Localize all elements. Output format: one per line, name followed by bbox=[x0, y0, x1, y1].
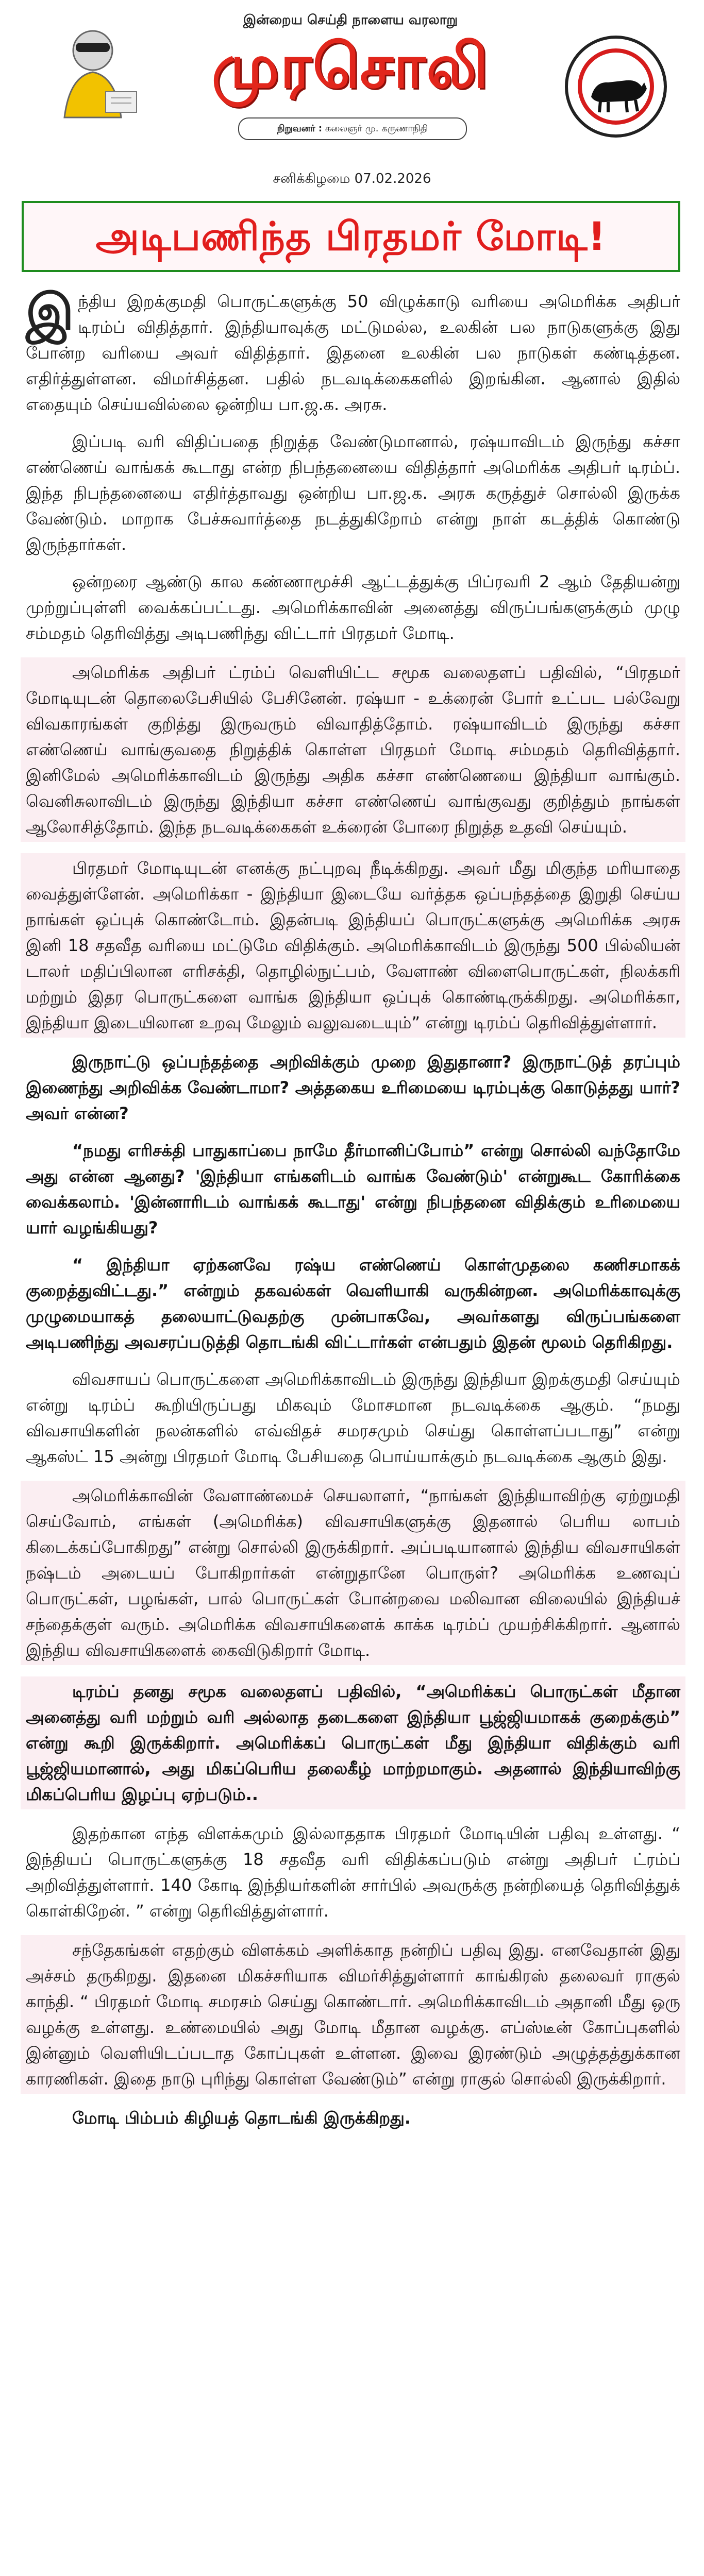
founder-name: கலைஞர் மு. கருணாநிதி bbox=[325, 123, 428, 134]
article-paragraph: ஒன்றரை ஆண்டு கால கண்ணாமூச்சி ஆட்டத்துக்கு பிப்ரவரி 2 ஆம் தேதியன்று முற்றுப்புள்ளி வைக்கப்பட்டது. அமெரிக்காவின் அனைத்து விருப்பங்களுக்கும் முழு சம்மதம் தெரிவித்து அடிபணிந்து விட்டார் பிரதமர் மோடி. bbox=[26, 572, 680, 643]
article-paragraph: அமெரிக்க அதிபர் ட்ரம்ப் வெளியிட்ட சமூக வலைதளப் பதிவில், “பிரதமர் மோடியுடன் தொலைபேசியில் பேசினேன். ரஷ்யா - உக்ரைன் போர் உட்பட பல்வேறு விவகாரங்கள் குறித்து இருவரும் விவாதித்தோம். ரஷ்யாவிடம் இருந்து கச்சா எண்ணெய் வாங்குவதை நிறுத்திக் கொள்ள பிரதமர் மோடி சம்மதம் தெரிவித்தார். இனிமேல் அமெரிக்காவிடம் இருந்து அதிக கச்சா எண்ணெயை இந்தியா வாங்கும். வெனிசுலாவிடம் இருந்து இந்தியா கச்சா எண்ணெய் வாங்குவது குறித்தும் நாங்கள் ஆலோசித்தோம். இந்த நடவடிக்கைகள் உக்ரைன் போரை நிறுத்த உதவி செய்யும். bbox=[21, 657, 685, 842]
article-paragraph bbox=[21, 283, 685, 417]
article-paragraph: அமெரிக்காவின் வேளாண்மைச் செயலாளர், “நாங்கள் இந்தியாவிற்கு ஏற்றுமதி செய்வோம், எங்கள் (அமெரிக்க) விவசாயிகளுக்கு இதனால் பெரிய லாபம் கிடைக்கப்போகிறது” என்று சொல்லி இருக்கிறார். அப்படியானால் இந்திய விவசாயிகள் நஷ்டம் அடையப் போகிறார்கள் என்றுதானே பொருள்? அமெரிக்க உணவுப் பொருட்கள், பழங்கள், பால் பொருட்கள் போன்றவை மலிவான விலையில் இந்தியச் சந்தைக்குள் வரும். அமெரிக்க விவசாயிகளைக் காக்க டிரம்ப் முயற்சிக்கிறார். ஆனால் இந்திய விவசாயிகளைக் கைவிடுகிறார் மோடி. bbox=[21, 1481, 685, 1665]
party-emblem-icon bbox=[564, 35, 667, 138]
article-paragraph: பிரதமர் மோடியுடன் எனக்கு நட்புறவு நீடிக்கிறது. அவர் மீது மிகுந்த மரியாதை வைத்துள்ளேன். அமெரிக்கா - இந்தியா இடையே வர்த்தக ஒப்பந்தத்தை இறுதி செய்ய நாங்கள் ஒப்புக் கொண்டோம். இதன்படி இந்தியப் பொருட்களுக்கு அமெரிக்க அரசு இனி 18 சதவீத வரியை மட்டுமே விதிக்கும். அமெரிக்காவிடம் இருந்து 500 பில்லியன் டாலர் மதிப்பிலான எரிசக்தி, தொழில்நுட்பம், வேளாண் விளைபொருட்கள், நிலக்கரி மற்றும் இதர பொருட்களை வாங்க இந்தியா ஒப்புக் கொண்டிருக்கிறது. அமெரிக்கா, இந்தியா இடையிலான உறவு மேலும் வலுவடையும்” என்று டிரம்ப் தெரிவித்துள்ளார். bbox=[21, 853, 685, 1038]
founder-box bbox=[238, 117, 467, 140]
masthead bbox=[0, 0, 704, 193]
article-paragraph: “ இந்தியா ஏற்கனவே ரஷ்ய எண்ணெய் கொள்முதலை கணிசமாகக் குறைத்துவிட்டது.” என்றும் தகவல்கள் வெளியாகி வருகின்றன. அமெரிக்காவுக்கு முழுமையாகத் தலையாட்டுவதற்கு முன்பாகவே, அவர்களது விருப்பங்களை அடிபணிந்து அவசரப்படுத்தி தொடங்கி விட்டார்கள் என்பதும் இதன் மூலம் தெரிகிறது. bbox=[26, 1255, 680, 1352]
article-paragraph: மோடி பிம்பம் கிழியத் தொடங்கி இருக்கிறது. bbox=[72, 2108, 411, 2128]
article-paragraph: இதற்கான எந்த விளக்கமும் இல்லாததாக பிரதமர் மோடியின் பதிவு உள்ளது. “ இந்தியப் பொருட்களுக்கு 18 சதவீத வரி விதிக்கப்படும் என்று அதிபர் ட்ரம்ப் அறிவித்துள்ளார். 140 கோடி இந்தியர்களின் சார்பில் அவருக்கு நன்றியைத் தெரிவித்துக் கொள்கிறேன். ” என்று தெரிவித்துள்ளார். bbox=[26, 1824, 680, 1921]
article-body bbox=[21, 283, 685, 2142]
founder-portrait-icon bbox=[44, 14, 152, 123]
article-paragraph: டிரம்ப் தனது சமூக வலைதளப் பதிவில், “அமெரிக்கப் பொருட்கள் மீதான அனைத்து வரி மற்றும் வரி அல்லாத தடைகளை இந்தியா பூஜ்ஜியமாகக் குறைக்கும்” என்று கூறி இருக்கிறார். அமெரிக்கப் பொருட்கள் மீது இந்தியா விதிக்கும் வரி பூஜ்ஜியமானால், அது மிகப்பெரிய தலைகீழ் மாற்றமாகும். அதனால் இந்தியாவிற்கு மிகப்பெரிய இழப்பு ஏற்படும்.. bbox=[21, 1676, 685, 1809]
tagline: இன்றைய செய்தி நாளைய வரலாறு bbox=[243, 12, 458, 28]
article-paragraph: இருநாட்டு ஒப்பந்தத்தை அறிவிக்கும் முறை இதுதானா? இருநாட்டுத் தரப்பும் இணைந்து அறிவிக்க வேண்டாமா? அத்தகைய உரிமையை டிரம்புக்கு கொடுத்தது யார்? அவர் என்ன? bbox=[26, 1052, 680, 1123]
article-paragraph: சந்தேகங்கள் எதற்கும் விளக்கம் அளிக்காத நன்றிப் பதிவு இது. எனவேதான் இது அச்சம் தருகிறது. இதனை மிகச்சரியாக விமர்சித்துள்ளார் காங்கிரஸ் தலைவர் ராகுல் காந்தி. “ பிரதமர் மோடி சமரசம் செய்து கொண்டார். அமெரிக்காவிடம் அதானி மீது ஒரு வழக்கு உள்ளது. உண்மையில் அது மோடி மீதான வழக்கு. எப்ஸ்டீன் கோப்புகளில் இன்னும் வெளியிடப்படாத கோப்புகள் உள்ளன. இவை இரண்டும் அழுத்தத்துக்கான காரணிகள். இதை நாடு புரிந்து கொள்ள வேண்டும்” என்று ராகுல் சொல்லி இருக்கிறார். bbox=[21, 1935, 685, 2094]
founder-label: நிறுவனர் : bbox=[277, 123, 323, 134]
article-paragraph: இப்படி வரி விதிப்பதை நிறுத்த வேண்டுமானால், ரஷ்யாவிடம் இருந்து கச்சா எண்ணெய் வாங்கக் கூடாது என்ற நிபந்தனையை விதித்தார் அமெரிக்க அதிபர் டிரம்ப். இந்த நிபந்தனையை எதிர்த்தாவது ஒன்றிய பா.ஜ.க. அரசு கருத்துச் சொல்லி இருக்க வேண்டும். மாறாக பேச்சுவார்த்தை நடத்துகிறோம் என்று நாள் கடத்திக் கொண்டு இருந்தார்கள். bbox=[26, 432, 680, 554]
drop-cap: இ bbox=[26, 283, 74, 341]
headline: அடிபணிந்த பிரதமர் மோடி! bbox=[95, 213, 607, 259]
paper-name: முரசொலி bbox=[211, 30, 490, 101]
paragraph-text: ந்திய இறக்குமதி பொருட்களுக்கு 50 விழுக்காடு வரியை அமெரிக்க அதிபர் டிரம்ப் விதித்தார். இந்தியாவுக்கு மட்டுமல்ல, உலகின் பல நாடுகளுக்கு இது போன்ற வரியை அவர் விதித்தார். இதனை உலகின் பல நாடுகள் கண்டித்தன. எதிர்த்துள்ளன. விமர்சித்தன. பதில் நடவடிக்கைகளில் இறங்கின. ஆனால் இதில் எதையும் செய்யவில்லை ஒன்றிய பா.ஜ.க. அரசு. bbox=[26, 292, 680, 414]
article-paragraph: விவசாயப் பொருட்களை அமெரிக்காவிடம் இருந்து இந்தியா இறக்குமதி செய்யும் என்று டிரம்ப் கூறியிருப்பது மிகவும் மோசமான நடவடிக்கை ஆகும். “நமது விவசாயிகளின் நலன்களில் எவ்விதச் சமரசமும் செய்து கொள்ளப்படாது” என்று ஆகஸ்ட் 15 அன்று பிரதமர் மோடி பேசியதை பொய்யாக்கும் நடவடிக்கை ஆகும் இது. bbox=[26, 1369, 680, 1466]
issue-date: சனிக்கிழமை 07.02.2026 bbox=[273, 171, 431, 187]
article-paragraph: “நமது எரிசக்தி பாதுகாப்பை நாமே தீர்மானிப்போம்” என்று சொல்லி வந்தோமே அது என்ன ஆனது? 'இந்தியா எங்களிடம் வாங்க வேண்டும்' என்றுகூட கோரிக்கை வைக்கலாம். 'இன்னாரிடம் வாங்கக் கூடாது' என்று நிபந்தனை விதிக்கும் உரிமையை யார் வழங்கியது? bbox=[26, 1141, 680, 1238]
headline-box bbox=[22, 201, 680, 272]
